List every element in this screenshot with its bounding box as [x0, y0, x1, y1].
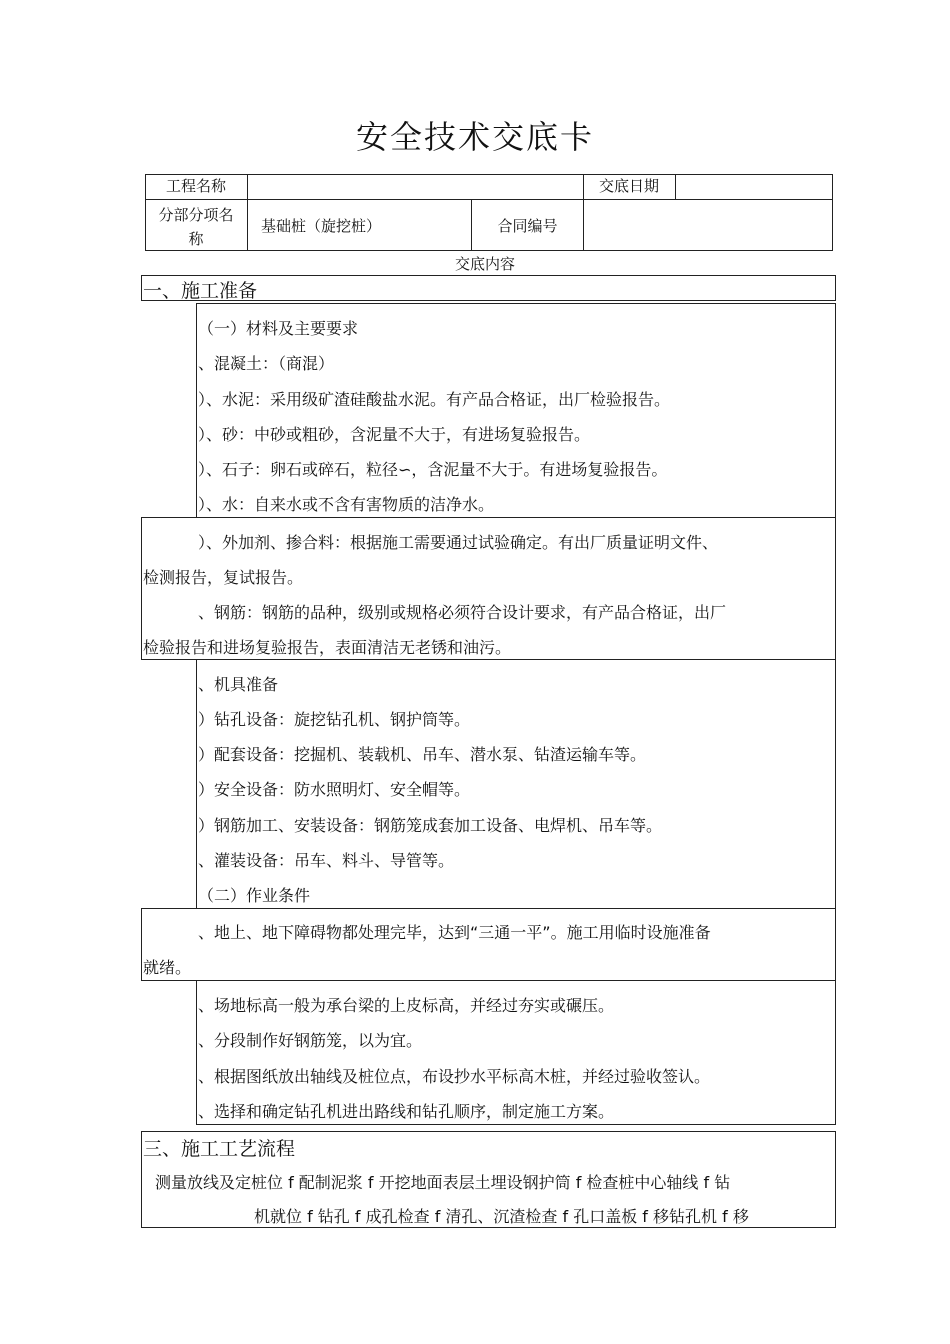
site-prep-line: 、根据图纸放出轴线及桩位点，布设抄水平标高木桩，并经过验收签认。: [198, 1067, 711, 1086]
header-table: [145, 174, 833, 251]
site-prep-line: 、选择和确定钻孔机进出路线和钻孔顺序，制定施工方案。: [198, 1102, 615, 1121]
contract-label: 合同编号: [497, 217, 558, 235]
subproject-value: 基础桩（旋挖桩）: [261, 217, 382, 235]
subproject-label-line1: 分部分项名: [158, 206, 234, 224]
page-title: 安全技术交底卡: [355, 118, 594, 156]
work-conditions-subheading: （二）作业条件: [198, 886, 311, 905]
materials-line: ）、水：自来水或不含有害物质的洁净水。: [198, 495, 495, 514]
header-vline-3: [675, 174, 676, 200]
process-flow-line: 机就位 f 钻孔 f 成孔检查 f 清孔、沉渣检查 f 孔口盖板 f 移钻孔机 f 移: [254, 1207, 749, 1226]
additives-line: 、钢筋：钢筋的品种，级别或规格必须符合设计要求，有产品合格证，出厂: [198, 603, 727, 622]
subproject-label-line2: 称: [188, 230, 204, 248]
header-divider: [145, 199, 833, 200]
equipment-line: 、灌装设备：吊车、料斗、导管等。: [198, 851, 455, 870]
equipment-line: 、机具准备: [198, 675, 279, 694]
materials-subheading: （一）材料及主要要求: [198, 319, 359, 338]
site-prep-line: 、分段制作好钢筋笼，以为宜。: [198, 1031, 423, 1050]
conditions-block: [141, 908, 836, 981]
equipment-line: ）钢筋加工、安装设备：钢筋笼成套加工设备、电焊机、吊车等。: [198, 816, 663, 835]
materials-line: ）、石子：卵石或碎石，粒径∽，含泥量不大于。有进场复验报告。: [198, 460, 668, 479]
additives-line: 检验报告和进场复验报告，表面清洁无老锈和油污。: [143, 638, 512, 657]
conditions-line: 、地上、地下障碍物都处理完毕，达到“三通一平”。施工用临时设施准备: [198, 923, 711, 942]
content-label: 交底内容: [454, 255, 515, 273]
materials-line: ）、水泥：采用级矿渣硅酸盐水泥。有产品合格证，出厂检验报告。: [198, 390, 671, 409]
materials-line: 、混凝土：（商混）: [198, 354, 335, 373]
header-vline-1: [247, 174, 248, 251]
materials-line: ）、砂：中砂或粗砂，含泥量不大于，有进场复验报告。: [198, 425, 591, 444]
section3-heading: 三、施工工艺流程: [143, 1138, 296, 1160]
additives-line: 检测报告，复试报告。: [143, 568, 304, 587]
section1-heading: 一、施工准备: [143, 280, 258, 302]
additives-line: ）、外加剂、掺合料：根据施工需要通过试验确定。有出厂质量证明文件、: [198, 533, 719, 552]
project-name-label: 工程名称: [165, 177, 226, 195]
equipment-line: ）钻孔设备：旋挖钻孔机、钢护筒等。: [198, 710, 471, 729]
site-prep-line: 、场地标高一般为承台梁的上皮标高，并经过夯实或碾压。: [198, 996, 615, 1015]
date-label: 交底日期: [598, 177, 659, 195]
conditions-line: 就绪。: [143, 958, 192, 977]
equipment-line: ）安全设备：防水照明灯、安全帽等。: [198, 780, 471, 799]
equipment-line: ）配套设备：挖掘机、装载机、吊车、潜水泵、钻渣运输车等。: [198, 745, 647, 764]
process-flow-line: 测量放线及定桩位 f 配制泥浆 f 开挖地面表层土埋设钢护筒 f 检查桩中心轴线 f 钻: [155, 1173, 731, 1192]
